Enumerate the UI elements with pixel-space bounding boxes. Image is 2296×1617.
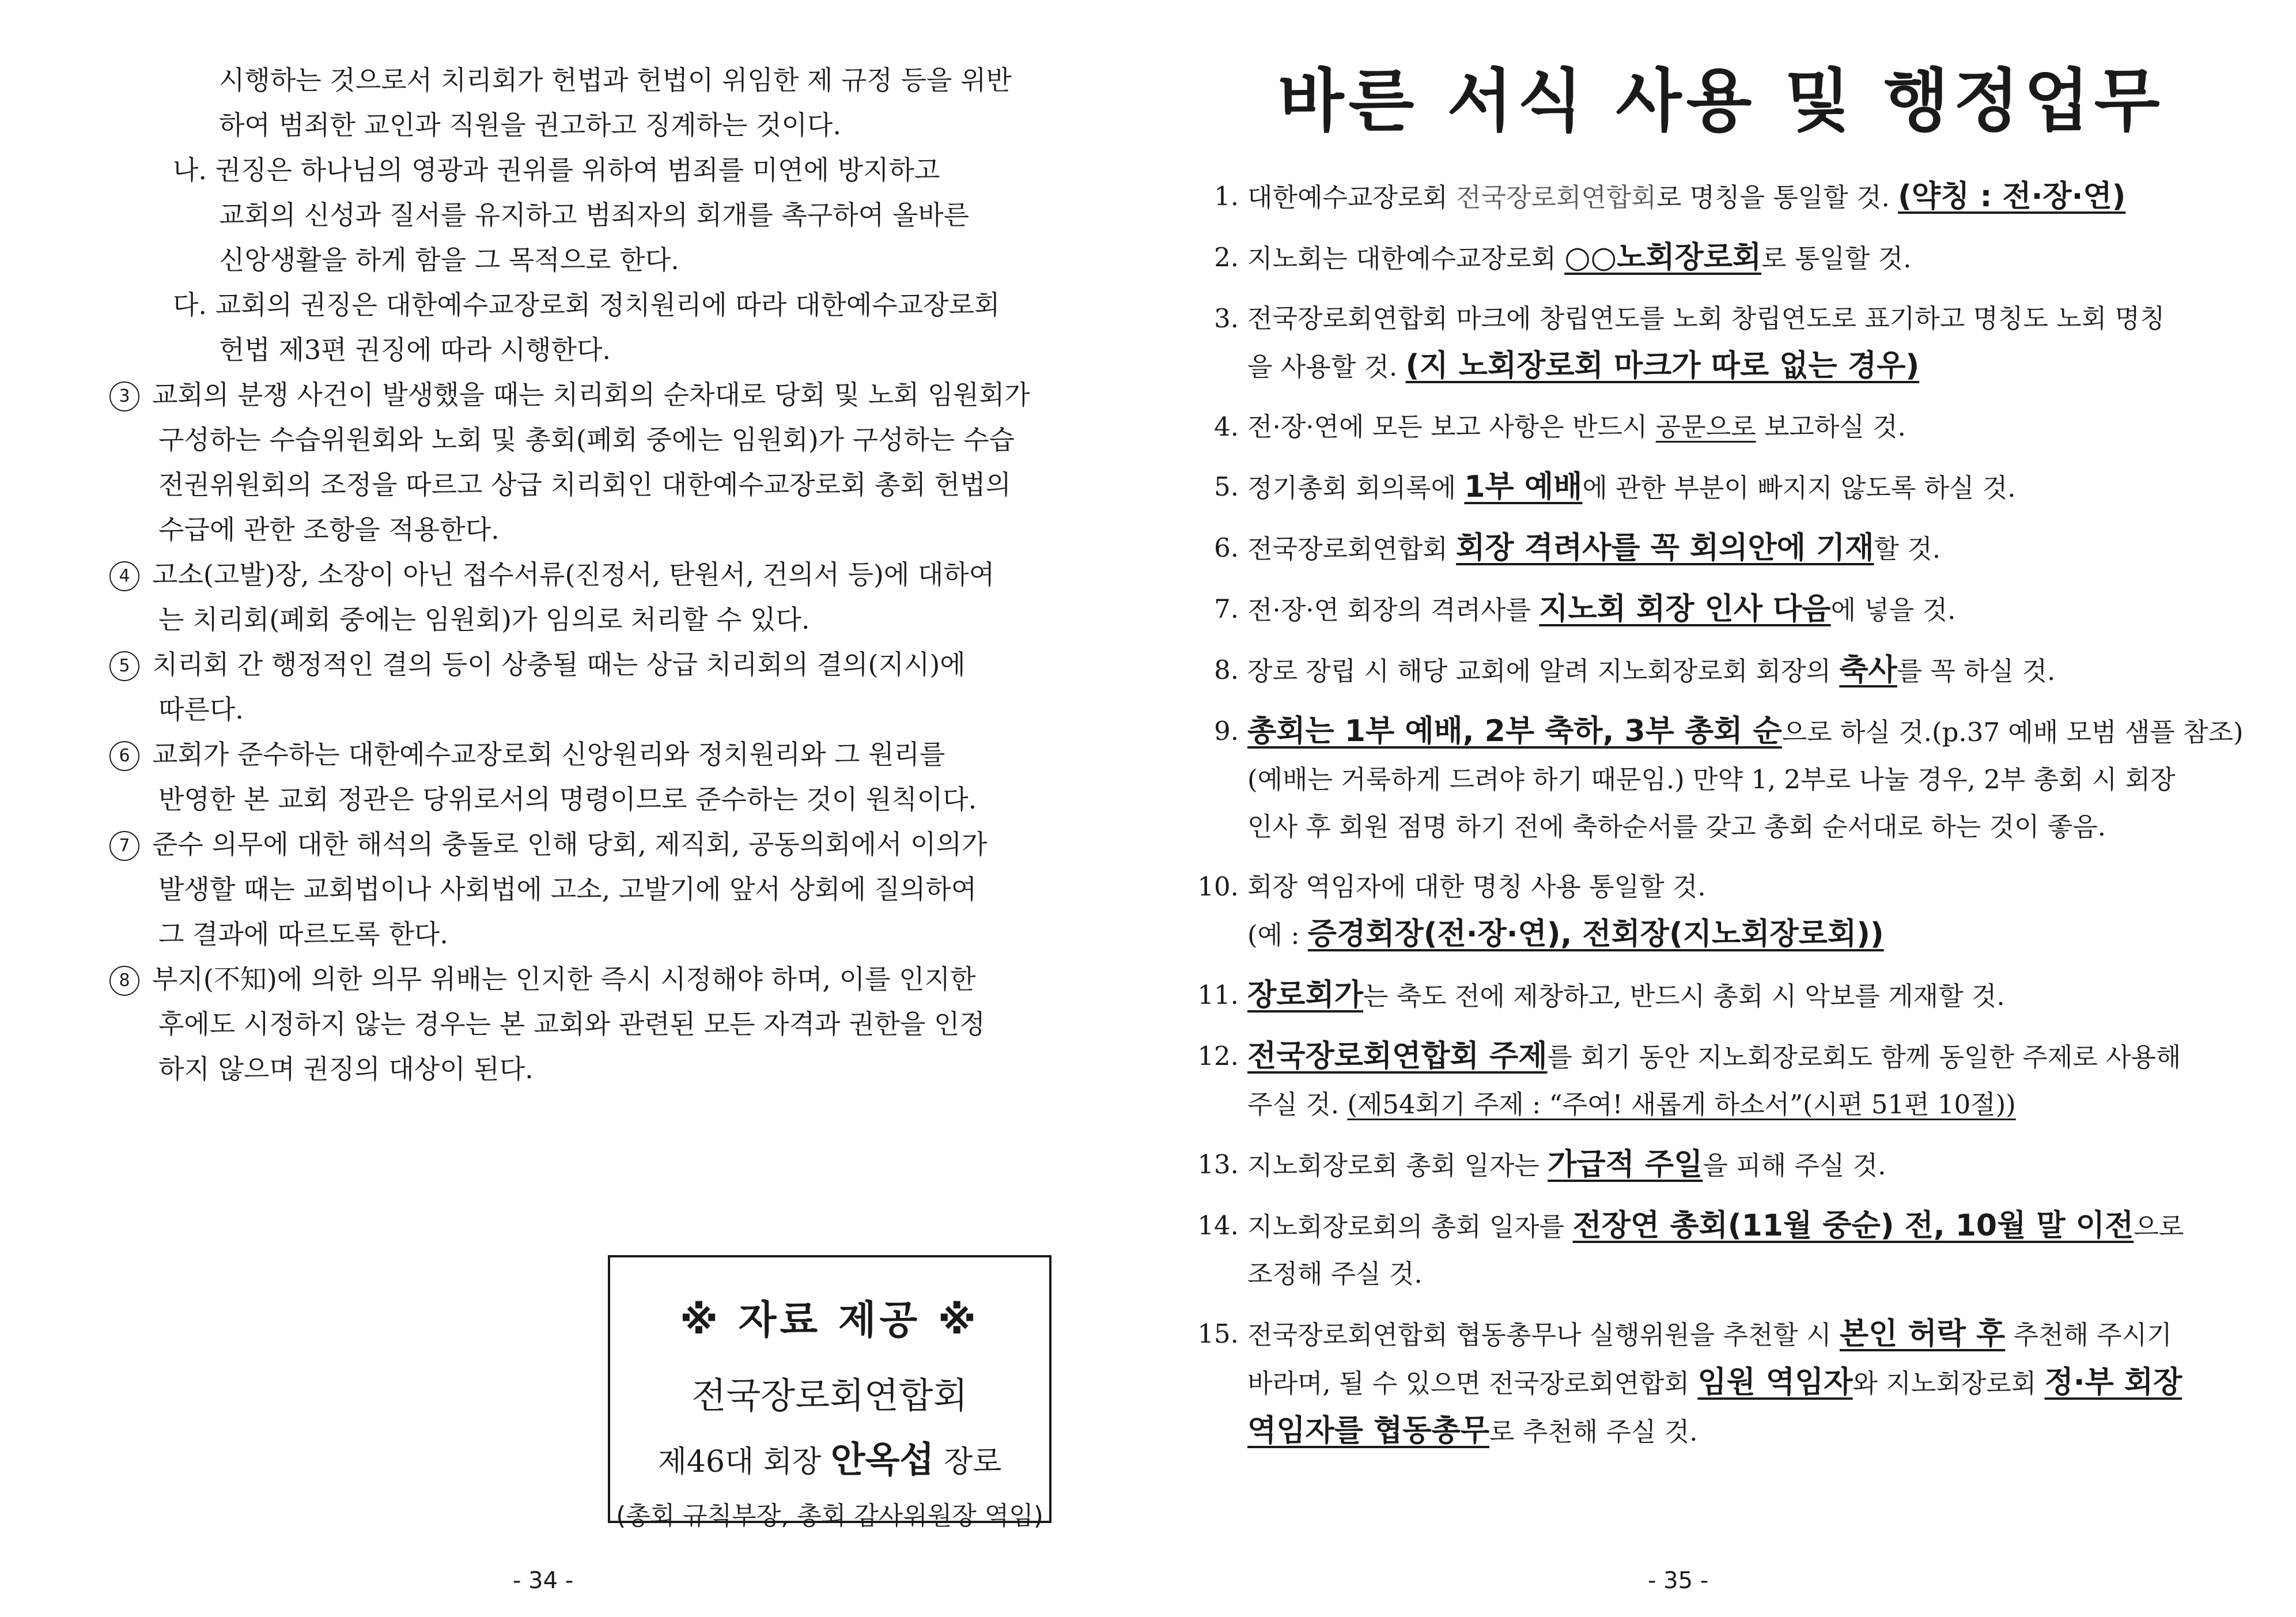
guideline-item xyxy=(1178,972,2261,1020)
left-text-line xyxy=(109,148,1066,192)
item-line xyxy=(1247,972,2261,1020)
item-line xyxy=(1247,1202,2261,1250)
item-line xyxy=(1247,1310,2261,1359)
left-text-line xyxy=(109,552,1066,597)
item-line xyxy=(1247,342,2261,391)
circled-number-marker: 7 xyxy=(109,831,139,861)
item-text: 전국장로회연합회 협동총무나 실행위원을 추천할 시 xyxy=(1247,1320,1840,1350)
line-text: 후에도 시정하지 않는 경우는 본 교회와 관련된 모든 자격과 권한을 인정 xyxy=(158,1008,985,1040)
line-text: 나. 권징은 하나님의 영광과 권위를 위하여 범죄를 미연에 방지하고 xyxy=(173,154,940,186)
line-text: 교회의 신성과 질서를 유지하고 범죄자의 회개를 촉구하여 올바른 xyxy=(219,199,970,231)
item-number: 6. xyxy=(1214,532,1239,563)
emphasized-text: 임원 역임자 xyxy=(1697,1365,1853,1400)
item-text: 지노회장로회 총회 일자는 xyxy=(1247,1150,1548,1181)
item-text: 전국장로회연합회 xyxy=(1247,534,1457,564)
page-number-right: - 35 - xyxy=(1648,1567,1709,1594)
data-source-box xyxy=(608,1255,1051,1531)
page-number-left: - 34 - xyxy=(513,1567,574,1594)
emphasized-text: 가급적 주일 xyxy=(1548,1147,1703,1182)
emphasized-text: 전장연 총회(11월 중순) 전, 10월 말 이전 xyxy=(1572,1208,2134,1243)
item-text: 바라며, 될 수 있으면 전국장로회연합회 xyxy=(1247,1368,1698,1399)
item-text: 회장 역임자에 대한 명칭 사용 통일할 것. xyxy=(1247,871,1706,902)
item-line xyxy=(1247,234,2261,282)
item-number: 1. xyxy=(1214,181,1239,211)
item-text: 전·장·연에 모든 보고 사항은 반드시 xyxy=(1247,411,1656,442)
left-text-line xyxy=(109,417,1066,462)
line-text: 헌법 제3편 권징에 따라 시행한다. xyxy=(219,334,611,365)
item-number: 10. xyxy=(1197,871,1239,902)
item-line xyxy=(1247,708,2261,756)
left-text-line xyxy=(109,777,1066,822)
circled-number-marker: 4 xyxy=(109,561,139,591)
item-text: 로 통일할 것. xyxy=(1761,243,1912,274)
line-text: 다. 교회의 권징은 대한예수교장로회 정치원리에 따라 대한예수교장로회 xyxy=(173,289,1000,320)
item-text: 할 것. xyxy=(1874,534,1941,564)
item-text: 로 추천해 주실 것. xyxy=(1489,1416,1698,1447)
emphasized-text: (약칭 : 전·장·연) xyxy=(1898,179,2126,214)
line-text: 는 치리회(폐회 중에는 임원회)가 임의로 처리할 수 있다. xyxy=(158,604,810,635)
item-line xyxy=(1247,803,2261,851)
item-number: 15. xyxy=(1197,1318,1239,1349)
item-line xyxy=(1247,1141,2261,1189)
item-line xyxy=(1247,173,2261,221)
guideline-item xyxy=(1178,1202,2261,1298)
guideline-item xyxy=(1178,1033,2261,1128)
item-number: 3. xyxy=(1214,303,1239,334)
line-text: 그 결과에 따르도록 한다. xyxy=(158,919,448,950)
item-number: 11. xyxy=(1197,980,1239,1010)
left-text-line xyxy=(109,327,1066,372)
line-text: 교회가 준수하는 대한예수교장로회 신앙원리와 정치원리와 그 원리를 xyxy=(152,739,945,770)
emphasized-text: 1부 예배 xyxy=(1464,470,1583,504)
item-number: 14. xyxy=(1197,1210,1239,1241)
item-text: (예 : xyxy=(1247,920,1308,950)
line-text: 따른다. xyxy=(158,694,244,725)
line-text: 전권위원회의 조정을 따르고 상급 치리회인 대한예수교장로회 총회 헌법의 xyxy=(158,469,1011,500)
left-text-line xyxy=(109,597,1066,642)
item-line xyxy=(1247,463,2261,512)
emphasized-text: 정·부 회장 xyxy=(2044,1365,2182,1400)
item-number: 8. xyxy=(1214,655,1239,685)
item-text: 전국장로회연합회 xyxy=(1456,182,1656,213)
item-number: 13. xyxy=(1197,1149,1239,1180)
item-line xyxy=(1247,863,2261,910)
emphasized-text: 회장 격려사를 꼭 회의안에 기재 xyxy=(1456,531,1874,565)
item-text: 을 사용할 것. xyxy=(1247,352,1406,382)
item-line xyxy=(1247,1250,2261,1298)
guideline-item xyxy=(1178,647,2261,695)
item-line xyxy=(1247,910,2261,959)
item-number: 2. xyxy=(1214,242,1239,273)
item-text: 로 명칭을 통일할 것. xyxy=(1656,182,1898,213)
guideline-item xyxy=(1178,585,2261,634)
item-text: 추천해 주시기 xyxy=(2005,1320,2172,1350)
item-text: 에 넣을 것. xyxy=(1830,595,1956,625)
line-text: 치리회 간 행정적인 결의 등이 상충될 때는 상급 치리회의 결의(지시)에 xyxy=(152,649,966,680)
source-box-title: ※ 자료 제공 ※ xyxy=(680,1298,979,1343)
left-text-line xyxy=(109,687,1066,732)
item-text: 주실 것. xyxy=(1247,1089,1348,1120)
emphasized-text: (지 노회장로회 마크가 따로 없는 경우) xyxy=(1405,349,1920,383)
line-text: 신앙생활을 하게 함을 그 목적으로 한다. xyxy=(219,244,679,275)
guideline-item xyxy=(1178,1310,2261,1456)
left-text-line xyxy=(109,507,1066,552)
item-text: 를 꼭 하실 것. xyxy=(1897,656,2056,686)
item-line xyxy=(1247,1081,2261,1128)
underlined-text: 공문으로 xyxy=(1655,411,1756,442)
guideline-item xyxy=(1178,295,2261,391)
guideline-item xyxy=(1178,524,2261,573)
item-text: 을 피해 주실 것. xyxy=(1703,1150,1886,1181)
item-line xyxy=(1247,295,2261,342)
item-text: 장로 장립 시 해당 교회에 알려 지노회장로회 회장의 xyxy=(1247,656,1840,686)
item-line xyxy=(1247,524,2261,573)
item-number: 12. xyxy=(1197,1041,1239,1071)
item-text: (예배는 거룩하게 드려야 하기 때문임.) 만약 1, 2부로 나눌 경우, 2부 총회 시 회장 xyxy=(1247,764,2176,795)
item-text: 으로 하실 것.(p.37 예배 모범 샘플 참조) xyxy=(1781,717,2244,747)
line-text: 수급에 관한 조항을 적용한다. xyxy=(158,514,500,545)
left-text-line xyxy=(109,282,1066,327)
emphasized-text: 본인 허락 후 xyxy=(1839,1317,2006,1351)
left-text-line xyxy=(109,912,1066,957)
emphasized-text: 증경회장(전·장·연), 전회장(지노회장로회)) xyxy=(1307,917,1884,951)
emphasized-text: 전국장로회연합회 주제 xyxy=(1247,1039,1548,1074)
emphasized-text: 장로회가 xyxy=(1247,978,1363,1012)
item-text: 에 관한 부분이 빠지지 않도록 하실 것. xyxy=(1582,473,2016,503)
item-number: 9. xyxy=(1214,716,1239,746)
item-text: 보고하실 것. xyxy=(1756,411,1906,442)
left-text-line xyxy=(109,867,1066,912)
line-text: 교회의 분쟁 사건이 발생했을 때는 치리회의 순차대로 당회 및 노회 임원회가 xyxy=(152,379,1030,410)
guideline-item xyxy=(1178,863,2261,959)
item-number: 4. xyxy=(1214,411,1239,442)
item-text: 으로 xyxy=(2134,1211,2184,1242)
page-35 xyxy=(1147,0,2296,1617)
line-text: 고소(고발)장, 소장이 아닌 접수서류(진정서, 탄원서, 건의서 등)에 대하여 xyxy=(152,559,995,590)
page-34 xyxy=(0,0,1147,1617)
item-line xyxy=(1247,403,2261,451)
circled-number-marker: 3 xyxy=(109,381,139,411)
left-text-line xyxy=(109,58,1066,103)
underlined-text: (제54회기 주제 : “주여! 새롭게 하소서”(시편 51편 10절)) xyxy=(1347,1089,2016,1120)
page-title: 바른 서식 사용 및 행정업무 xyxy=(1278,61,2165,141)
item-text: 조정해 주실 것. xyxy=(1247,1259,1423,1289)
emphasized-text: 축사 xyxy=(1839,653,1897,687)
item-text: 지노회는 대한예수교장로회 xyxy=(1247,243,1565,274)
line-text: 하여 범죄한 교인과 직원을 권고하고 징계하는 것이다. xyxy=(219,109,841,141)
item-line xyxy=(1247,1033,2261,1081)
guideline-item xyxy=(1178,234,2261,282)
source-organization: 전국장로회연합회 xyxy=(691,1374,968,1416)
item-text: 정기총회 회의록에 xyxy=(1247,473,1465,503)
item-line xyxy=(1247,756,2261,803)
line-text: 반영한 본 교회 정관은 당위로서의 명령이므로 준수하는 것이 원칙이다. xyxy=(158,784,977,815)
line-text: 준수 의무에 대한 해석의 충돌로 인해 당회, 제직회, 공동의회에서 이의가 xyxy=(152,829,988,860)
item-number: 5. xyxy=(1214,471,1239,502)
guideline-item xyxy=(1178,463,2261,512)
guideline-item xyxy=(1178,173,2261,221)
emphasized-text: 지노회 회장 인사 다음 xyxy=(1539,592,1831,626)
guideline-item xyxy=(1178,1141,2261,1189)
source-person xyxy=(610,1431,1049,1482)
line-text: 시행하는 것으로서 치리회가 헌법과 헌법이 위임한 제 규정 등을 위반 xyxy=(219,65,1012,96)
emphasized-text: 총회는 1부 예배, 2부 축하, 3부 총회 순 xyxy=(1247,714,1782,749)
item-line xyxy=(1247,1359,2261,1407)
emphasized-text: 역임자를 협동총무 xyxy=(1247,1414,1489,1448)
item-line xyxy=(1247,585,2261,634)
item-text: 는 축도 전에 제창하고, 반드시 총회 시 악보를 게재할 것. xyxy=(1363,981,2005,1011)
left-text-line xyxy=(109,103,1066,148)
left-text-line xyxy=(109,237,1066,282)
item-text: 와 지노회장로회 xyxy=(1852,1368,2045,1399)
admin-guidelines-list xyxy=(1178,173,2261,1468)
item-text: 를 회기 동안 지노회장로회도 함께 동일한 주제로 사용해 xyxy=(1547,1042,2181,1072)
guideline-item xyxy=(1178,403,2261,451)
left-text-line xyxy=(109,462,1066,507)
circled-number-marker: 5 xyxy=(109,651,139,681)
guideline-item xyxy=(1178,708,2261,851)
item-line xyxy=(1247,1407,2261,1456)
left-text-line xyxy=(109,192,1066,237)
item-text: 전국장로회연합회 마크에 창립연도를 노회 창립연도로 표기하고 명칭도 노회 명칭 xyxy=(1247,303,2165,334)
line-text: 하지 않으며 권징의 대상이 된다. xyxy=(158,1053,534,1085)
source-person-roles: (총회 규칙부장, 총회 감사위원장 역임) xyxy=(616,1501,1043,1531)
line-text: 구성하는 수습위원회와 노회 및 총회(폐회 중에는 임원회)가 구성하는 수습 xyxy=(158,424,1015,455)
left-text-line xyxy=(109,372,1066,417)
item-text: 대한예수교장로회 xyxy=(1247,182,1457,213)
line-text: 부지(不知)에 의한 의무 위배는 인지한 즉시 시정해야 하며, 이를 인지한 xyxy=(152,964,976,995)
left-text-line xyxy=(109,732,1066,777)
left-text-line xyxy=(109,957,1066,1002)
left-text-line xyxy=(109,642,1066,687)
left-text-line xyxy=(109,1046,1066,1091)
person-suffix: 장로 xyxy=(934,1445,1002,1479)
item-text: 전·장·연 회장의 격려사를 xyxy=(1247,595,1540,625)
item-text: 지노회장로회의 총회 일자를 xyxy=(1247,1211,1573,1242)
item-text: 인사 후 회원 점명 하기 전에 축하순서를 갖고 총회 순서대로 하는 것이 좋음. xyxy=(1247,811,2106,842)
emphasized-text: ○○노회장로회 xyxy=(1564,240,1762,275)
circled-number-marker: 8 xyxy=(109,966,139,996)
item-line xyxy=(1247,647,2261,695)
person-name: 안옥섭 xyxy=(830,1438,935,1480)
line-text: 발생할 때는 교회법이나 사회법에 고소, 고발기에 앞서 상회에 질의하여 xyxy=(158,874,977,905)
left-page-body xyxy=(109,58,1066,1091)
item-number: 7. xyxy=(1214,594,1239,624)
circled-number-marker: 6 xyxy=(109,741,139,771)
person-prefix: 제46대 회장 xyxy=(657,1445,831,1479)
left-text-line xyxy=(109,1002,1066,1046)
left-text-line xyxy=(109,822,1066,867)
